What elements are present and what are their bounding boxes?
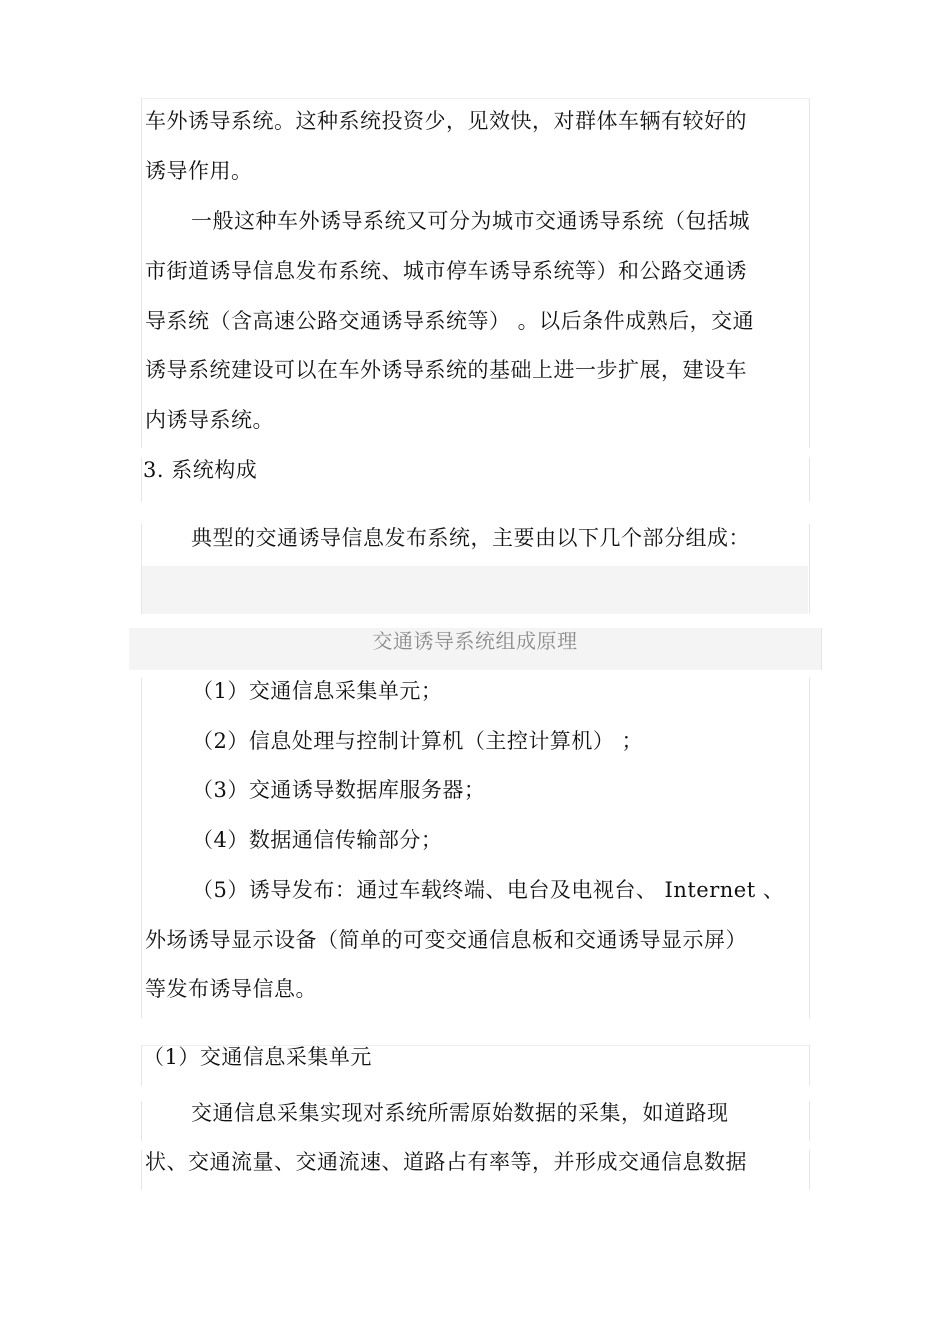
paragraph1-line2: 诱导作用。 (145, 159, 253, 183)
subsection-heading: （1）交通信息采集单元 (143, 1045, 372, 1069)
paragraph2-line2: 市街道诱导信息发布系统、城市停车诱导系统等）和公路交通诱 (145, 259, 747, 283)
paragraph1-line1: 车外诱导系统。这种系统投资少，见效快，对群体车辆有较好的 (145, 109, 747, 133)
paragraph2-line1: 一般这种车外诱导系统又可分为城市交通诱导系统（包括城 (191, 209, 750, 233)
list-item-1: （1）交通信息采集单元； (192, 679, 443, 703)
figure-caption: 交通诱导系统组成原理 (372, 629, 578, 653)
section-heading: 3. 系统构成 (143, 458, 258, 482)
list-item-5-line2: 外场诱导显示设备（简单的可变交通信息板和交通诱导显示屏） (145, 928, 747, 952)
subsection-line2: 状、交通流量、交通流速、道路占有率等，并形成交通信息数据 (145, 1150, 747, 1174)
list-item-5-line3: 等发布诱导信息。 (145, 977, 317, 1001)
subsection-line1: 交通信息采集实现对系统所需原始数据的采集，如道路现 (191, 1101, 729, 1125)
list-item-5-line1: （5）诱导发布：通过车载终端、电台及电视台、 Internet 、 (192, 878, 785, 902)
paragraph2-line5: 内诱导系统。 (145, 408, 274, 432)
paragraph2-line3: 导系统（含高速公路交通诱导系统等） 。以后条件成熟后，交通 (145, 309, 755, 333)
list-item-3: （3）交通诱导数据库服务器； (192, 778, 486, 802)
paragraph2-line4: 诱导系统建设可以在车外诱导系统的基础上进一步扩展，建设车 (145, 358, 747, 382)
section-intro: 典型的交通诱导信息发布系统，主要由以下几个部分组成： (191, 526, 750, 550)
list-item-2: （2）信息处理与控制计算机（主控计算机） ； (192, 729, 644, 753)
list-item-4: （4）数据通信传输部分； (192, 828, 443, 852)
figure-placeholder (142, 566, 808, 614)
